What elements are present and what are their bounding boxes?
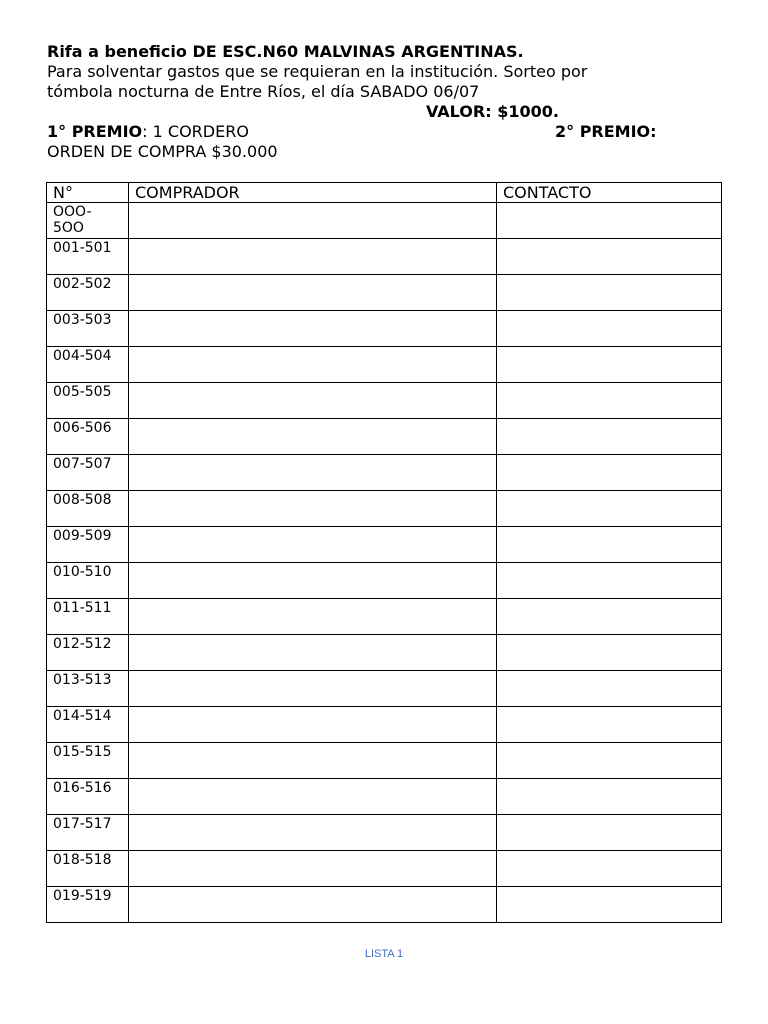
ticket-number-cell: 008-508 [47, 491, 129, 527]
table-row [47, 383, 722, 419]
table-row [47, 851, 722, 887]
buyer-cell[interactable] [129, 779, 497, 815]
contact-cell[interactable] [497, 707, 722, 743]
table-row [47, 527, 722, 563]
buyer-cell[interactable] [129, 419, 497, 455]
table-row [47, 815, 722, 851]
table-row [47, 239, 722, 275]
table-row [47, 671, 722, 707]
ticket-number-cell: 002-502 [47, 275, 129, 311]
buyer-cell[interactable] [129, 671, 497, 707]
table-row [47, 455, 722, 491]
buyer-cell[interactable] [129, 635, 497, 671]
table-row [47, 419, 722, 455]
ticket-number-cell: 019-519 [47, 887, 129, 923]
table-row [47, 743, 722, 779]
ticket-number-cell: 016-516 [47, 779, 129, 815]
column-header-number: N° [47, 183, 129, 203]
contact-cell[interactable] [497, 635, 722, 671]
ticket-number-cell: 004-504 [47, 347, 129, 383]
contact-cell[interactable] [497, 599, 722, 635]
table-row [47, 203, 722, 239]
buyers-table [46, 182, 722, 923]
buyer-cell[interactable] [129, 203, 497, 239]
contact-cell[interactable] [497, 815, 722, 851]
buyer-cell[interactable] [129, 239, 497, 275]
buyer-cell[interactable] [129, 275, 497, 311]
buyer-cell[interactable] [129, 851, 497, 887]
ticket-number-cell: 003-503 [47, 311, 129, 347]
table-row [47, 635, 722, 671]
contact-cell[interactable] [497, 527, 722, 563]
contact-cell[interactable] [497, 383, 722, 419]
raffle-description-line-2: tómbola nocturna de Entre Ríos, el día SABADO 06/07 [47, 82, 480, 101]
contact-cell[interactable] [497, 311, 722, 347]
column-header-buyer: COMPRADOR [129, 183, 497, 203]
ticket-number-cell: 014-514 [47, 707, 129, 743]
contact-cell[interactable] [497, 203, 722, 239]
table-row [47, 887, 722, 923]
list-label: LISTA 1 [364, 948, 404, 960]
table-row [47, 599, 722, 635]
second-prize-label: 2° PREMIO: [555, 122, 657, 141]
first-prize-text: : 1 CORDERO [142, 122, 249, 141]
buyer-cell[interactable] [129, 599, 497, 635]
table-row [47, 311, 722, 347]
column-header-contact: CONTACTO [497, 183, 722, 203]
contact-cell[interactable] [497, 779, 722, 815]
ticket-number-cell: 011-511 [47, 599, 129, 635]
ticket-number-cell: 010-510 [47, 563, 129, 599]
buyer-cell[interactable] [129, 815, 497, 851]
second-prize-text: ORDEN DE COMPRA $30.000 [47, 142, 278, 161]
ticket-number-cell: 001-501 [47, 239, 129, 275]
ticket-number-cell: 005-505 [47, 383, 129, 419]
buyer-cell[interactable] [129, 887, 497, 923]
ticket-number-cell: 018-518 [47, 851, 129, 887]
contact-cell[interactable] [497, 563, 722, 599]
prizes-line [47, 122, 727, 142]
contact-cell[interactable] [497, 275, 722, 311]
buyer-cell[interactable] [129, 383, 497, 419]
table-body [47, 203, 722, 923]
contact-cell[interactable] [497, 347, 722, 383]
ticket-number-cell: 012-512 [47, 635, 129, 671]
raffle-price: VALOR: $1000. [426, 102, 559, 121]
first-prize-label: 1° PREMIO [47, 122, 143, 141]
ticket-number-cell: 007-507 [47, 455, 129, 491]
table-row [47, 779, 722, 815]
contact-cell[interactable] [497, 491, 722, 527]
contact-cell[interactable] [497, 455, 722, 491]
ticket-number-cell: 009-509 [47, 527, 129, 563]
contact-cell[interactable] [497, 743, 722, 779]
contact-cell[interactable] [497, 419, 722, 455]
contact-cell[interactable] [497, 239, 722, 275]
ticket-number-cell: 017-517 [47, 815, 129, 851]
ticket-number-cell: 006-506 [47, 419, 129, 455]
contact-cell[interactable] [497, 851, 722, 887]
contact-cell[interactable] [497, 887, 722, 923]
ticket-number-cell: OOO- 5OO [47, 203, 129, 239]
table-row [47, 491, 722, 527]
table-row [47, 347, 722, 383]
table-row [47, 275, 722, 311]
raffle-header [47, 42, 727, 162]
buyer-cell[interactable] [129, 707, 497, 743]
contact-cell[interactable] [497, 671, 722, 707]
buyer-cell[interactable] [129, 347, 497, 383]
buyer-cell[interactable] [129, 743, 497, 779]
buyer-cell[interactable] [129, 311, 497, 347]
raffle-description-line-1: Para solventar gastos que se requieran en la institución. Sorteo por [47, 62, 588, 81]
table-row [47, 563, 722, 599]
table-row [47, 707, 722, 743]
ticket-number-cell: 015-515 [47, 743, 129, 779]
ticket-number-cell: 013-513 [47, 671, 129, 707]
buyer-cell[interactable] [129, 455, 497, 491]
buyer-cell[interactable] [129, 563, 497, 599]
table-header-row [47, 183, 722, 203]
raffle-title: Rifa a beneficio DE ESC.N60 MALVINAS ARGENTINAS. [47, 42, 524, 61]
buyer-cell[interactable] [129, 527, 497, 563]
buyer-cell[interactable] [129, 491, 497, 527]
